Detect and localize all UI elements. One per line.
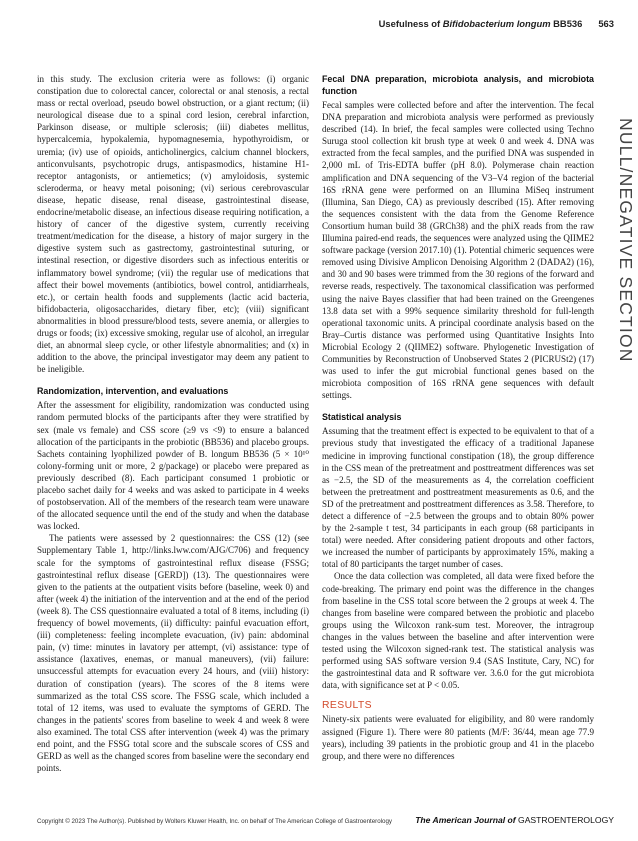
page-footer (37, 815, 614, 825)
left-column (37, 73, 309, 774)
running-header (379, 18, 614, 29)
section-heading-results: RESULTS (322, 700, 372, 712)
randomization-paragraph: After the assessment for eligibility, randomization was conducted using random permuted blocks of the participants after they were stratified by sex (male vs female) and CSS score (≥9 vs <9) to ensure a balanced allocation of the participants in the probiotic (BB536) and placebo groups. Sachets containing lyophilized powder of B. longum BB536 (5 × 10¹⁰ colony-forming unit or more, 2 g/package) or placebo were prepared as previously described (8). Each participant consumed 1 probiotic or placebo sachet daily for 4 weeks and was asked to participate in 4 weeks of postobservation. All of the members of the research team were unaware of the allocated sequence until the end of the study and when the database was locked. (37, 400, 309, 532)
running-title (379, 18, 583, 29)
running-title-suffix: BB536 (550, 18, 583, 29)
statistical-methods-paragraph: Once the data collection was completed, all data were fixed before the code-breaking. The primary end point was the difference in the changes from baseline in the CSS total score between the 2 groups at week 4. The changes from baseline were compared between the probiotic and placebo groups using the Wilcoxon rank-sum test. Moreover, the intragroup changes in the values between the baseline and after intervention were tested using the Wilcoxon signed-rank test. The statistical analysis was performed using SAS software version 9.4 (SAS Institute, Cary, NC) for the gastrointestinal data and R software ver. 3.6.0 for the gut microbiota data, with significance set at P < 0.05. (322, 571, 594, 691)
section-heading-randomization: Randomization, intervention, and evaluations (37, 386, 229, 397)
page-number: 563 (598, 18, 614, 29)
fecal-dna-paragraph: Fecal samples were collected before and after the intervention. The fecal DNA preparation and microbiota analysis were performed as previously described (14). In brief, the fecal samples were collected using Techno Suruga stool collection kit brush type at week 0 and week 4. DNA was extracted from the fecal samples, and the purified DNA was suspended in 2,000 mL of Tris-EDTA buffer (pH 8.0). Polymerase chain reaction amplification and DNA sequencing of the V3–V4 region of the bacterial 16S rRNA gene were performed on an Illumina MiSeq instrument (Illumina, San Diego, CA) as previously described (15). After removing the sequences consistent with the data from the Genome Reference Consortium human build 38 (GRCh38) and the phiX reads from the raw Illumina paired-end reads, the sequences were analyzed using the QIIME2 software package (version 2017.10) (1). Potential chimeric sequences were removed using Divisive Amplicon Denoising Algorithm 2 (DADA2) (16), and 30 and 90 bases were trimmed from the 30 regions of the forward and reverse reads, respectively. The taxonomical classification was performed using the naive Bayes classifier that had been trained on the Greengenes 13.8 data set with a 99% sequence similarity threshold for full-length operational taxonomic units. A principal coordinate analysis based on the Bray–Curtis distance was performed using Quantitative Insights Into Microbial Ecology 2 (QIIME2) software. Phylogenetic Investigation of Communities by Reconstruction of Unobserved States 2 (PICRUSt2) (17) was used to infer the gut microbial functional genes based on the microbiota composition of 16S rRNA gene sequences with default settings. (322, 100, 594, 401)
journal-prefix: The American Journal of (415, 815, 519, 825)
journal-name (415, 815, 614, 825)
copyright-notice: Copyright © 2023 The Author(s). Published by Wolters Kluwer Health, Inc. on behalf of The American College of Gastroenterology (37, 818, 393, 825)
running-title-italic: Bifidobacterium longum (442, 18, 551, 29)
journal-title: GASTROENTEROLOGY (518, 815, 614, 825)
section-side-label: NULL/NEGATIVE SECTION (616, 118, 636, 363)
statistical-analysis-paragraph: Assuming that the treatment effect is expected to be equivalent to that of a previous study that investigated the efficacy of a traditional Japanese medicine in improving functional constipation (18), the group difference in the CSS mean of the pretreatment and posttreatment differences was set as −2.5, the SD of the measurements as 4, the correlation coefficient between the pretreatment and posttreatment measurements as 0.6, and the SD of the pretreatment and posttreatment differences as 3.58. Therefore, to detect a difference of −2.5 between the groups and to obtain 80% power by the 2-sample t test, 34 participants in each group (68 participants in total) were needed. After considering patient dropouts and other factors, we increased the number of participants by approximately 15%, making a total of 80 participants the target number of cases. (322, 426, 594, 570)
right-column (322, 73, 594, 762)
questionnaires-paragraph: The patients were assessed by 2 questionnaires: the CSS (12) (see Supplementary Table 1, http://links.lww.com/AJG/C706) and frequency scale for the symptoms of gastrointestinal reflux disease (FSSG; gastrointestinal reflux disease [GERD]) (13). The questionnaires were given to the patients at the outpatient visits before (baseline, week 0) and after (week 4) the initiation of the intervention and at the end of the period (week 8). The CSS questionnaire evaluated a total of 8 items, including (i) frequency of bowel movements, (ii) difficulty: painful evacuation effort, (iii) completeness: feeling incomplete evacuation, (iv) pain: abdominal pain, (v) time: minutes in lavatory per attempt, (vi) assistance: type of assistance (laxatives, enemas, or manual maneuvers), (vii) failure: unsuccessful attempts for evacuation every 24 hours, and (viii) history: duration of constipation (years). The scores of the 8 items were summarized as the total CSS score. The FSSG scale, which included a total of 12 items, was used to evaluate the symptoms of GERD. The changes in the patients' scores from baseline to week 4 and week 8 were also examined. The total CSS after intervention (week 4) was the primary end point, and the FSSG total score and the subscale scores of CSS and GERD as well as the changed scores from baseline were the secondary end points. (37, 533, 309, 774)
results-paragraph: Ninety-six patients were evaluated for eligibility, and 80 were randomly assigned (Figure 1). There were 80 patients (M/F: 36/44, mean age 77.9 years), including 39 patients in the probiotic group and 41 in the placebo group, and there were no differences (322, 714, 594, 761)
exclusion-criteria-paragraph: in this study. The exclusion criteria were as follows: (i) organic constipation due to colorectal cancer, colorectal or anal stenosis, a rectal mass or rectal overload, pseudo bowel obstruction, or a giant rectum; (ii) neurological disease due to a spinal cord lesion, cerebral infarction, Parkinson disease, or multiple sclerosis; (iii) diabetes mellitus, hypercalcemia, hypokalemia, hypomagnesemia, hypothyroidism, or uremia; (iv) use of opioids, anticholinergics, calcium channel blockers, anticonvulsants, psychotropic drugs, antispasmodics, histamine H1-receptor antagonists, or antiemetics; (v) amyloidosis, systemic scleroderma, or heavy metal poisoning; (vi) serious cerebrovascular disease, hepatic disease, renal disease, gastrointestinal disease, endocrine/metabolic disease, an infectious disease requiring notification, a history of cancer of the digestive system, currently receiving treatment/medication for the disease, a history of major surgery in the digestive system such as gastrectomy, gastrointestinal suturing, or intestinal resection, or digestive disorders such as infectious enteritis or inflammatory bowel syndrome; (vii) the regular use of medications that affect their bowel movements (antibiotics, bowel control, antidiarrheals, etc.), or certain health foods and supplements (lactic acid bacteria, bifidobacteria, oligosaccharides, dietary fiber, etc); (viii) significant abnormalities in blood pressure/blood tests, severe anemia, or allergies to drugs or foods; (ix) excessive smoking, regular use of alcohol, an irregular diet, an abnormal sleep cycle, or other lifestyle abnormalities; and (x) in addition to the above, the principal investigator may deem any patient to be ineligible. (37, 74, 309, 375)
section-heading-fecal-dna: Fecal DNA preparation, microbiota analysis, and microbiota function (322, 74, 594, 96)
running-title-prefix: Usefulness of (378, 18, 443, 29)
section-heading-statistical-analysis: Statistical analysis (322, 412, 402, 423)
